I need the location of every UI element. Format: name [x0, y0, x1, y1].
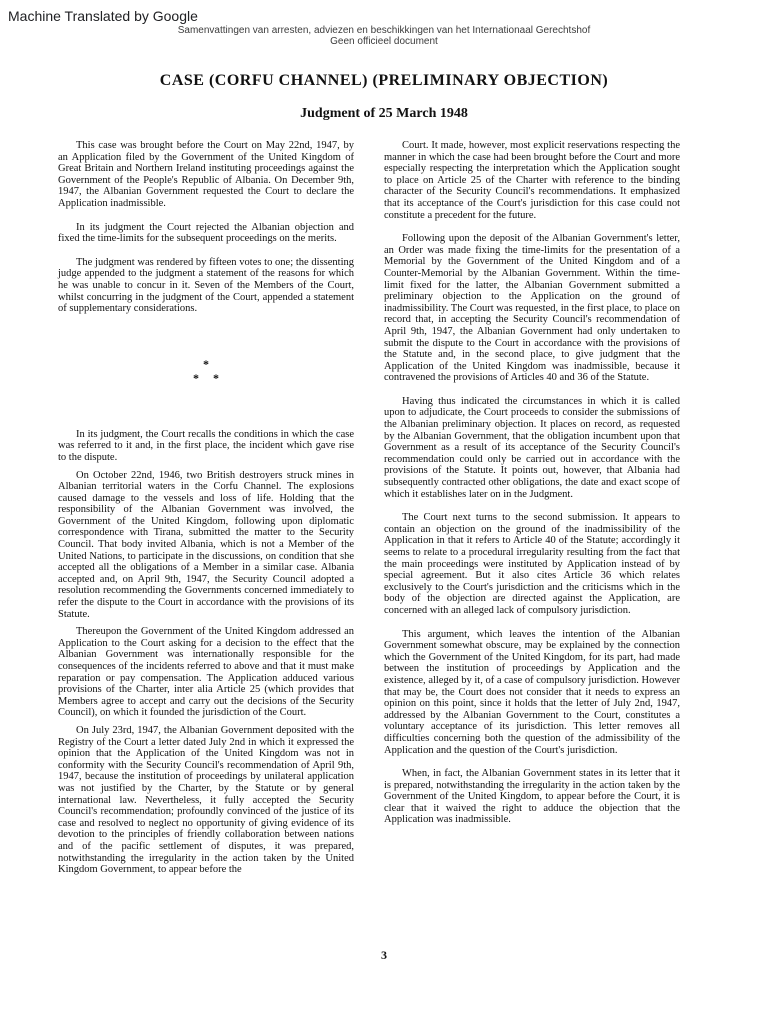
source-line-1: Samenvattingen van arresten, adviezen en beschikkingen van het Internationaal Gerechtshof — [177, 25, 591, 36]
paragraph: The judgment was rendered by fifteen votes to one; the dissenting judge appended to the judgment a statement of the reasons for which he was unable to concur in it. Seven of the Members of the Court, whilst concurring in the judgment of the Court, appended a statement of supplementary considerations. — [58, 256, 354, 315]
paragraph: Thereupon the Government of the United Kingdom addressed an Application to the Court asking for a decision to the effect that the Albanian Government was internationally responsible for the consequences of the incidents referred to above and that it must make reparation or pay compensation. The Application adduced various provisions of the Charter, inter alia Article 25 (which provides that Members agree to accept and carry out the decisions of the Security Council), on which it founded the jurisdiction of the Court. — [58, 626, 354, 719]
paragraph: This case was brought before the Court on May 22nd, 1947, by an Application filed by the Government of the United Kingdom of Great Britain and Northern Ireland instituting proceedings against the Government of the People's Republic of Albania. On December 9th, 1947, the Albanian Government requested the Court to declare the Application inadmissible. — [58, 140, 354, 209]
separator-star: * — [203, 356, 209, 371]
paragraph: Following upon the deposit of the Albanian Government's letter, an Order was made fixing the time-limits for the presentation of a Memorial by the Government of the United Kingdom and of a Counter-Memorial by the Albanian Government. Within the time-limit fixed for the latter, the Albanian Government submitted a preliminary objection to the Application on the ground of inadmissibility. The Court was requested, in the first place, to place on record that, in accepting the Security Council's recommendation of April 9th, 1947, the Albanian Government had only undertaken to submit the dispute to the Court in accordance with the provisions of the Statute and, in the second place, to give judgment that the Application of the United Kingdom was inadmissible, because it contravened the provisions of Articles 40 and 36 of the Statute. — [384, 233, 680, 384]
paragraph: On July 23rd, 1947, the Albanian Government deposited with the Registry of the Court a letter dated July 2nd in which it expressed the opinion that the Application of the United Kingdom was not in conformity with the Security Council's recommendation of April 9th, 1947, because the institution of proceedings by unilateral application was not justified by the Charter, by the Statute or by general international law. Nevertheless, it fully accepted the Security Council's recommendation; profoundly convinced of the justice of its case and resolved to neglect no opportunity of giving evidence of its devotion to the principles of friendly collaboration between nations and of the pacific settlement of disputes, it was prepared, notwithstanding the irregularity in the action taken by the United Kingdom Government, to appear before the — [58, 724, 354, 876]
page-number: 3 — [381, 948, 387, 962]
paragraph: On October 22nd, 1946, two British destroyers struck mines in Albanian territorial waters in the Corfu Channel. The explosions caused damage to the vessels and loss of life. Holding that the responsibility of the Albanian Government was involved, the Government of the United Kingdom, following upon diplomatic correspondence with Tirana, submitted the matter to the Security Council. That body invited Albania, which is not a Member of the United Nations, to participate in the discussions, on condition that she accepted all the obligations of a Member in a similar case. Albania accepted and, on April 9th, 1947, the Security Council adopted a resolution recommending the Governments concerned immediately to refer the dispute to the Court in accordance with the provisions of its Statute. — [58, 469, 354, 620]
judgment-date: Judgment of 25 March 1948 — [300, 106, 468, 121]
separator-stars: ** — [193, 370, 233, 385]
paragraph: This argument, which leaves the intention of the Albanian Government somewhat obscure, may be explained by the connection which the Government of the United Kingdom, for its part, had made between the institution of proceedings by Application and the existence, alleged by it, of a case of compulsory jurisdiction. However that may be, the Court does not consider that it needs to express an opinion on this point, since it holds that the letter of July 2nd, 1947, addressed by the Albanian Government to the Court, constitutes a voluntary acceptance of its jurisdiction. This letter removes all difficulties concerning both the question of the admissibility of the Application and the question of the Court's jurisdiction. — [384, 628, 680, 756]
paragraph: When, in fact, the Albanian Government states in its letter that it is prepared, notwithstanding the irregularity in the action taken by the Government of the United Kingdom, to appear before the Court, it is clear that it waived the right to adduce the objection that the Application was inadmissible. — [384, 768, 680, 826]
paragraph: In its judgment, the Court recalls the conditions in which the case was referred to it and, in the first place, the incident which gave rise to the dispute. — [58, 428, 354, 463]
left-text-column — [58, 140, 354, 882]
paragraph: Court. It made, however, most explicit reservations respecting the manner in which the case had been brought before the Court and more especially respecting the interpretation which the Application sought to place on Article 25 of the Charter with reference to the binding character of the Security Council's recommendations. It emphasized that its acceptance of the Court's jurisdiction for this case could not constitute a precedent for the future. — [384, 140, 680, 221]
paragraph: Having thus indicated the circumstances in which it is called upon to adjudicate, the Court proceeds to consider the submissions of the Albanian preliminary objection. It places on record, as requested by the Albanian Government, that the obligation incumbent upon that Government as a result of its acceptance of the Security Council's recommendation could only be carried out in accordance with the provisions of the Statute. It points out, however, that Albania had subsequently contracted other obligations, the date and exact scope of which it establishes later on in the Judgment. — [384, 395, 680, 500]
source-line-2: Geen officieel document — [330, 36, 438, 47]
paragraph: The Court next turns to the second submission. It appears to contain an objection on the ground of the inadmissibility of the Application in that it refers to Article 40 of the Statute; accordingly it seems to relate to a procedural irregularity resulting from the fact that the main proceedings were instituted by Application instead of by special agreement. But it also cites Article 36 which relates exclusively to the Court's jurisdiction and the criticisms which in the body of the objection are directed against the Application, are concerned with an alleged lack of compulsory jurisdiction. — [384, 512, 680, 616]
case-title: CASE (CORFU CHANNEL) (PRELIMINARY OBJECTION) — [159, 72, 609, 89]
right-text-column — [384, 140, 680, 838]
paragraph: In its judgment the Court rejected the Albanian objection and fixed the time-limits for the subsequent proceedings on the merits. — [58, 221, 354, 245]
section-separator — [58, 357, 354, 385]
machine-translation-label: Machine Translated by Google — [8, 8, 198, 24]
